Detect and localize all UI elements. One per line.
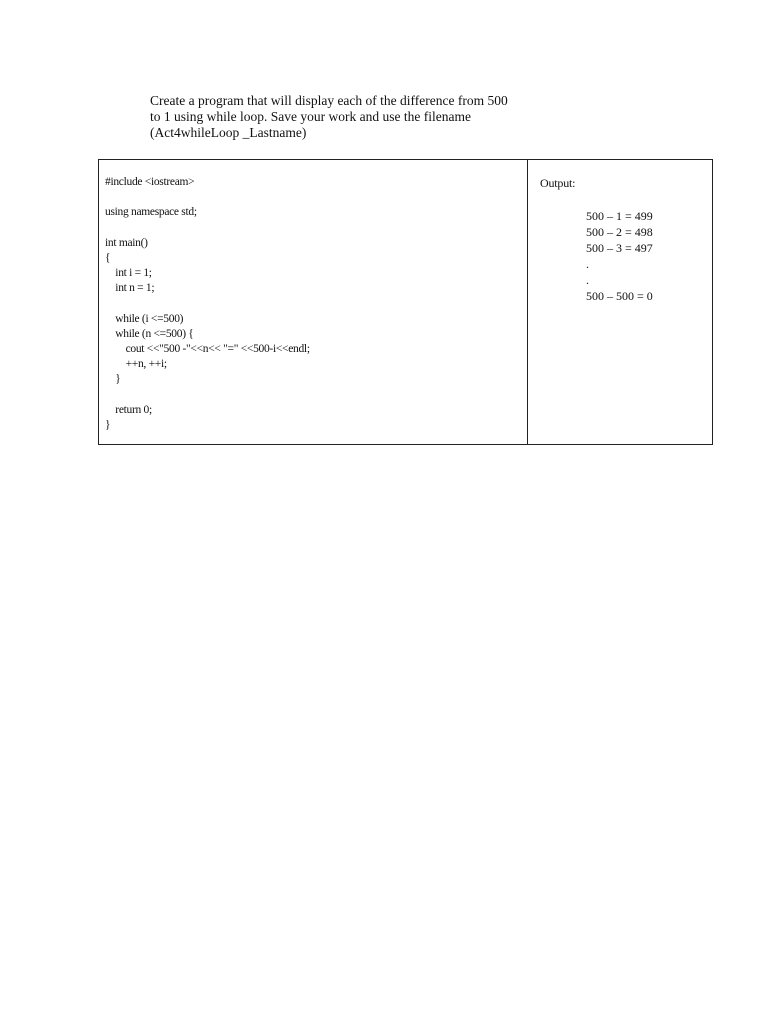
instructions-line: Create a program that will display each of the difference from 500: [150, 93, 508, 108]
instructions-line: (Act4whileLoop _Lastname): [150, 125, 307, 140]
code-line: return 0;: [105, 403, 152, 416]
code-line: while (n <=500) {: [105, 327, 194, 340]
output-line: 500 – 500 = 0: [586, 289, 653, 303]
output-cell: [528, 160, 712, 444]
code-line: }: [105, 419, 111, 431]
code-output-table: [98, 159, 713, 445]
code-line: [105, 297, 310, 312]
code-line: using namespace std;: [105, 206, 197, 219]
output-line: 500 – 1 = 499: [586, 209, 653, 223]
output-label: Output:: [540, 176, 576, 190]
code-cell: [99, 160, 528, 444]
code-line: #include <iostream>: [105, 176, 195, 188]
code-line: [105, 190, 310, 205]
instructions-line: to 1 using while loop. Save your work and use the filename: [150, 109, 471, 124]
output-line: 500 – 2 = 498: [586, 225, 653, 239]
output-line: 500 – 3 = 497: [586, 241, 653, 255]
code-line: int main(): [105, 236, 148, 249]
instructions-paragraph: [150, 93, 550, 141]
code-line: [105, 221, 310, 236]
code-line: while (i <=500): [105, 312, 184, 325]
code-line: }: [105, 373, 121, 386]
output-lines: [586, 208, 653, 304]
output-line: .: [586, 257, 589, 271]
code-line: cout <<"500 -"<<n<< "=" <<500-i<<endl;: [105, 343, 310, 356]
code-line: [105, 388, 310, 403]
code-line: {: [105, 251, 111, 264]
code-line: int i = 1;: [105, 267, 152, 280]
code-line: int n = 1;: [105, 282, 155, 295]
code-block: [105, 175, 310, 433]
code-line: ++n, ++i;: [105, 358, 167, 371]
output-line: .: [586, 273, 589, 287]
